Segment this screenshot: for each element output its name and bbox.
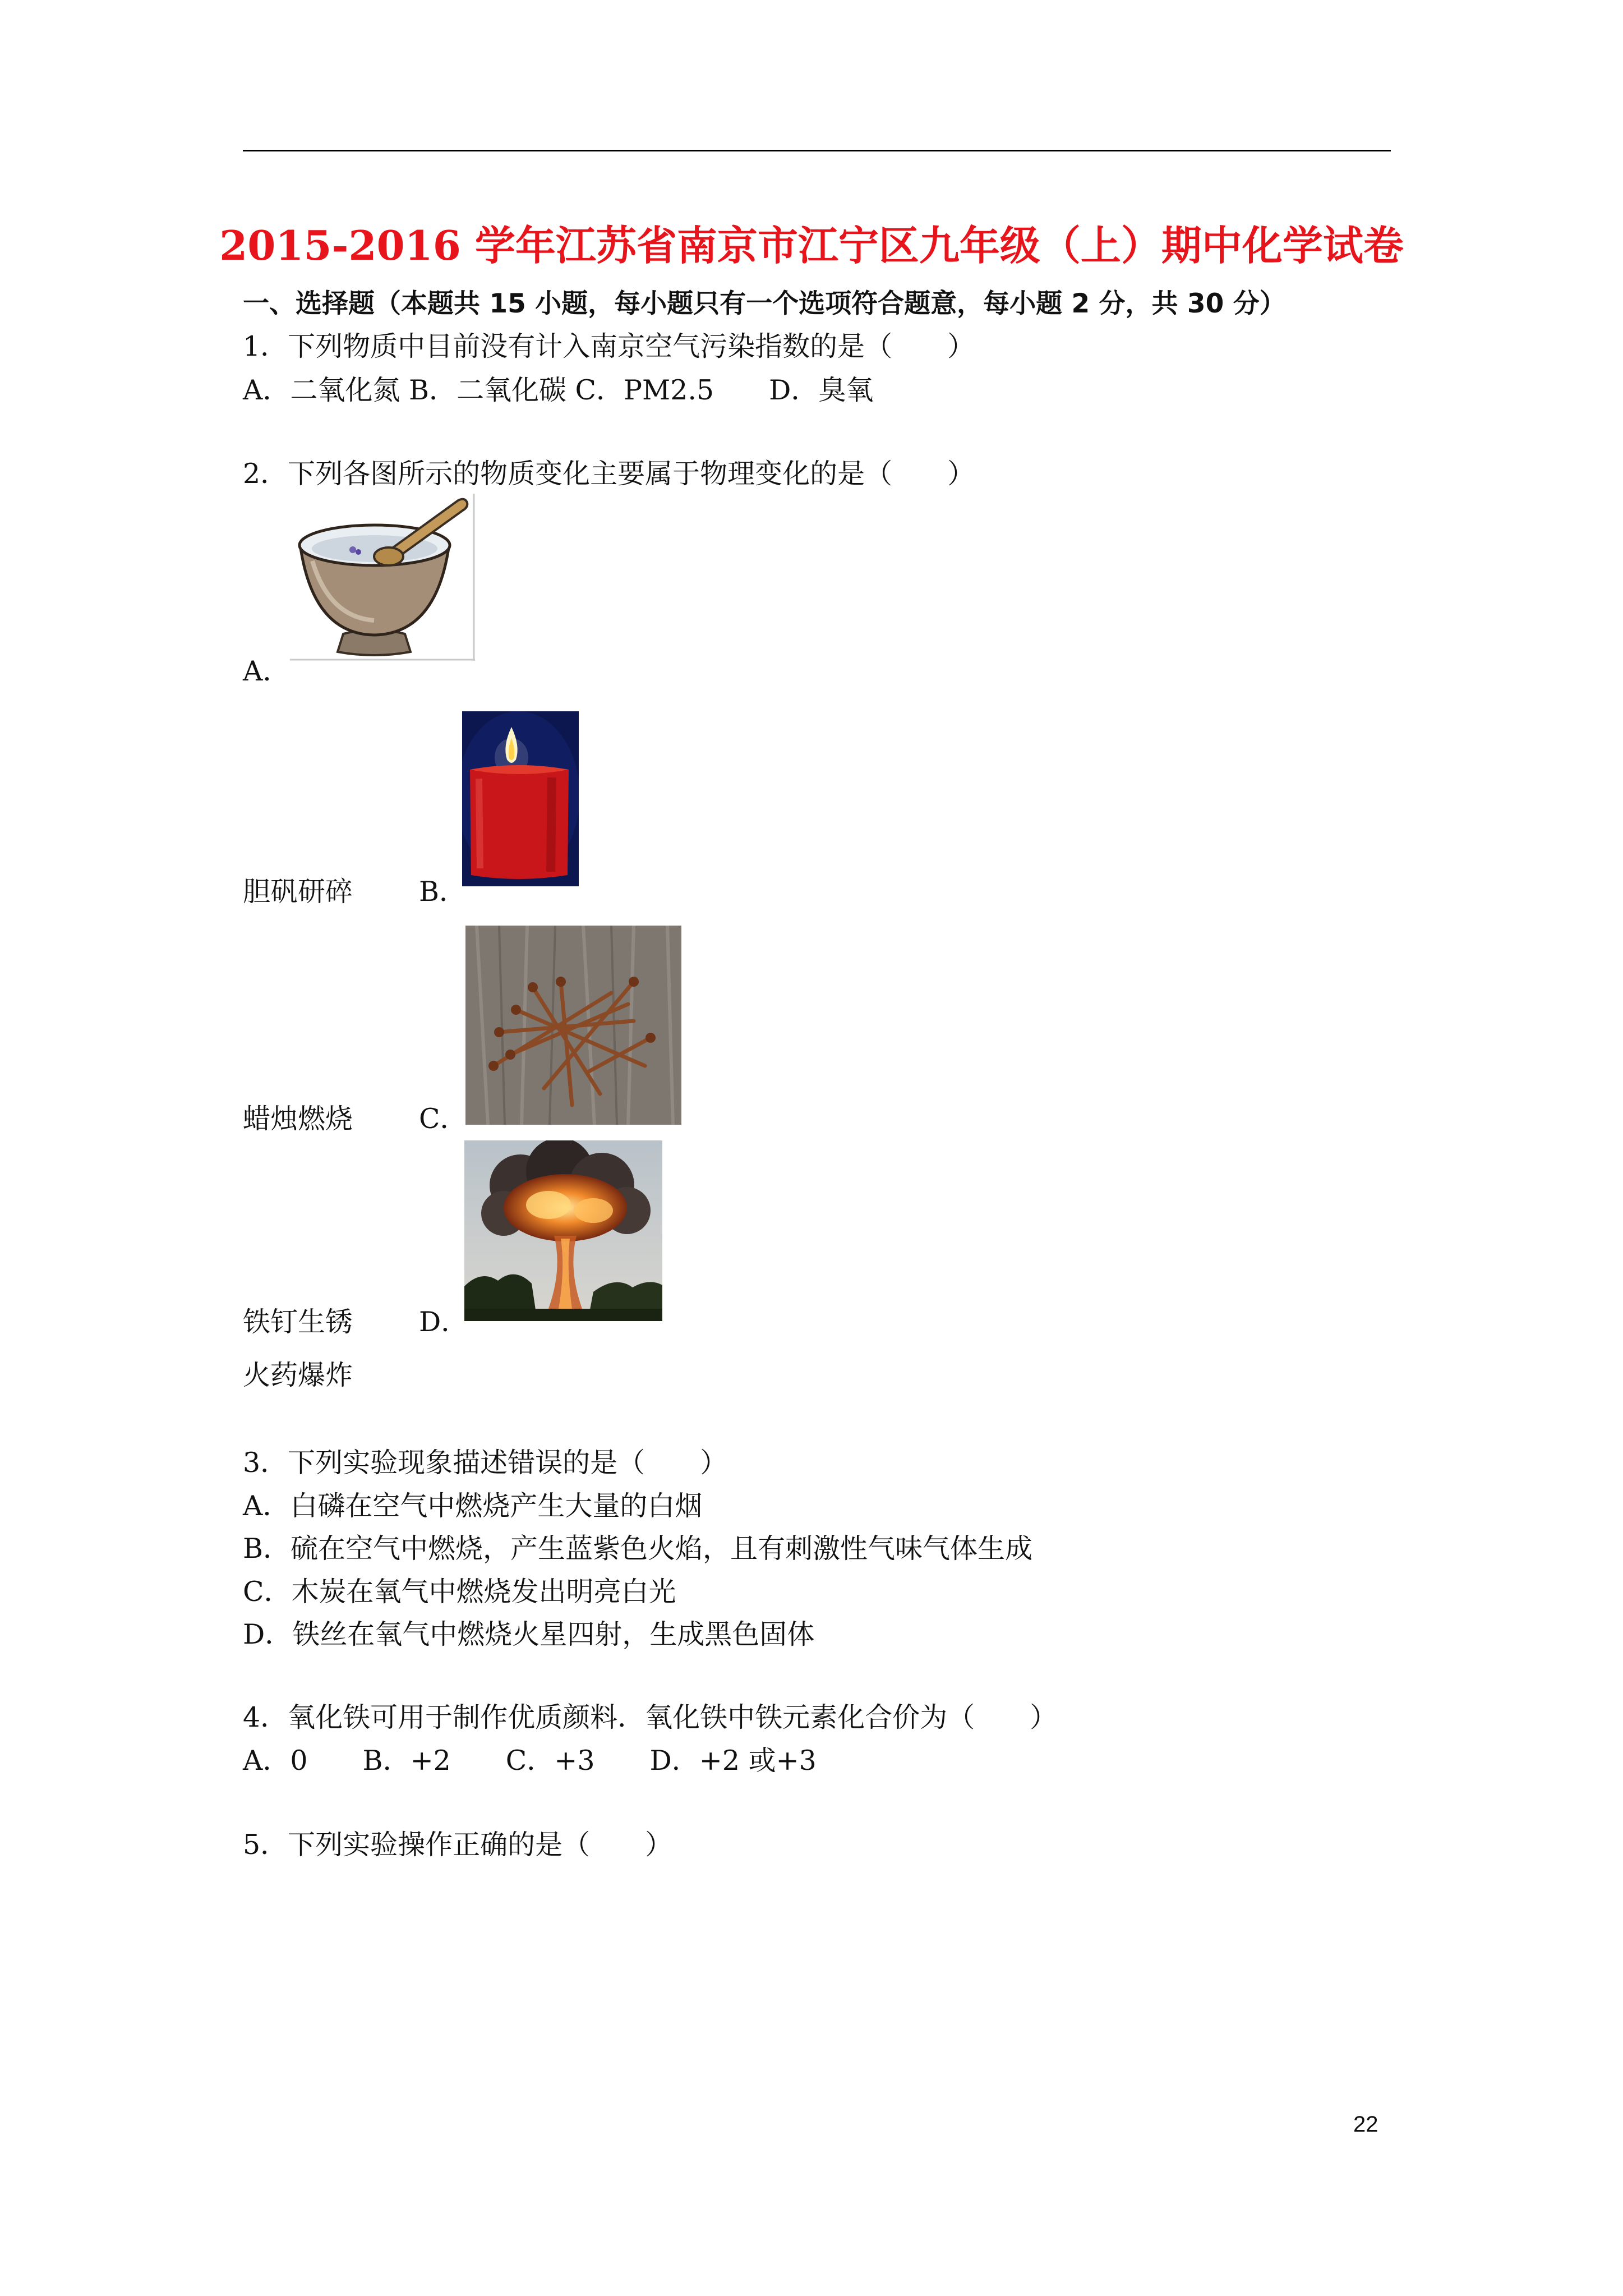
question-3-option-c: C．木炭在氧气中燃烧发出明亮白光 bbox=[243, 1576, 676, 1608]
mortar-pestle-image bbox=[290, 494, 475, 661]
question-4-stem: 4．氧化铁可用于制作优质颜料．氧化铁中铁元素化合价为（ ） bbox=[243, 1701, 1058, 1733]
question-3-stem: 3．下列实验现象描述错误的是（ ） bbox=[243, 1447, 728, 1479]
question-2-stem: 2．下列各图所示的物质变化主要属于物理变化的是（ ） bbox=[243, 458, 975, 490]
question-1-options: A．二氧化氮 B．二氧化碳 C．PM2.5 D．臭氧 bbox=[243, 374, 874, 406]
option-d-caption: 火药爆炸 bbox=[243, 1359, 353, 1391]
option-b-label: B． bbox=[419, 876, 467, 908]
option-a-label: A． bbox=[243, 655, 291, 687]
section-heading: 一、选择题（本题共 15 小题，每小题只有一个选项符合题意，每小题 2 分，共 30 分） bbox=[243, 288, 1286, 319]
burning-candle-image bbox=[462, 711, 579, 886]
option-c-label: C． bbox=[419, 1103, 468, 1135]
option-b-caption: 蜡烛燃烧 bbox=[243, 1103, 353, 1135]
rusty-nails-image bbox=[465, 926, 681, 1125]
option-c-caption: 铁钉生锈 bbox=[243, 1306, 353, 1338]
question-4-options: A．0 B．+2 C．+3 D．+2 或+3 bbox=[243, 1745, 817, 1777]
question-3-option-b: B．硫在空气中燃烧，产生蓝紫色火焰，且有刺激性气味气体生成 bbox=[243, 1533, 1033, 1565]
header-rule bbox=[243, 150, 1391, 151]
page-number: 22 bbox=[1353, 2112, 1378, 2137]
question-1-stem: 1．下列物质中目前没有计入南京空气污染指数的是（ ） bbox=[243, 330, 975, 362]
question-5-stem: 5．下列实验操作正确的是（ ） bbox=[243, 1829, 673, 1861]
option-d-label: D． bbox=[419, 1306, 469, 1338]
explosion-image bbox=[464, 1140, 662, 1321]
option-a-caption: 胆矾研碎 bbox=[243, 876, 353, 908]
question-3-option-d: D．铁丝在氧气中燃烧火星四射，生成黑色固体 bbox=[243, 1618, 815, 1650]
question-3-option-a: A．白磷在空气中燃烧产生大量的白烟 bbox=[243, 1490, 703, 1522]
page-title: 2015-2016 学年江苏省南京市江宁区九年级（上）期中化学试卷 bbox=[219, 222, 1404, 269]
